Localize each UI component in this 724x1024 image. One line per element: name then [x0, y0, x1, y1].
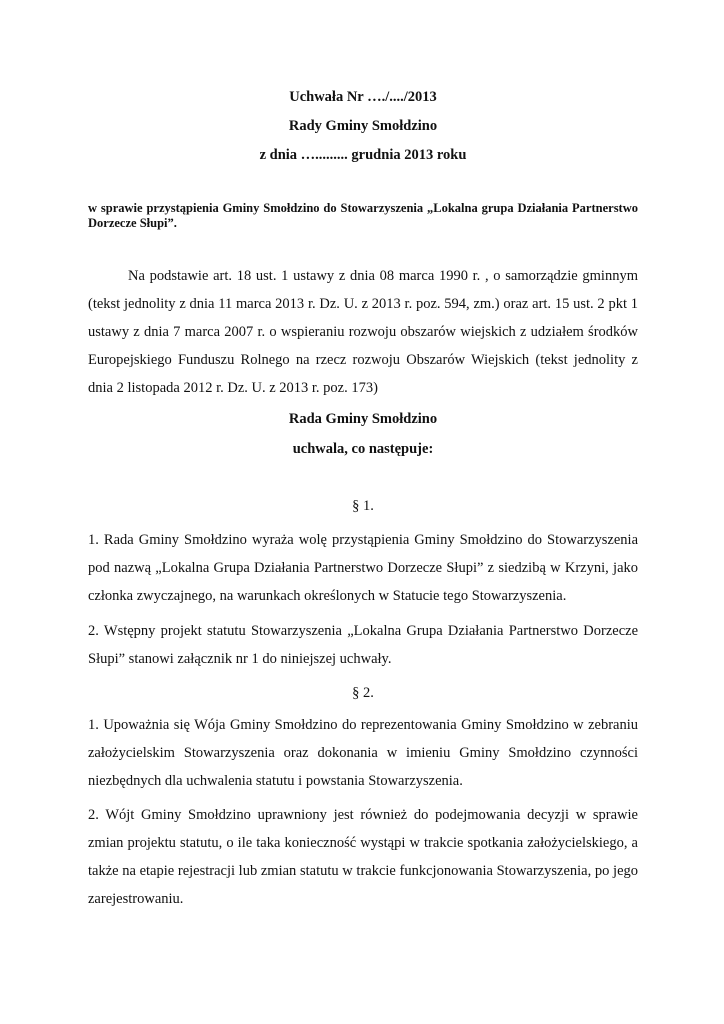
section-1-paragraph-2: 2. Wstępny projekt statutu Stowarzyszenia „Lokalna Grupa Działania Partnerstwo Dorzecze Słupi” stanowi załącznik nr 1 do niniejszej uchwały. — [88, 623, 638, 667]
resolution-subject: w sprawie przystąpienia Gminy Smołdzino do Stowarzyszenia „Lokalna grupa Działania Partnerstwo Dorzecze Słupi”. — [88, 201, 638, 230]
resolves-heading: uchwala, co następuje: — [292, 441, 434, 457]
section-2-mark: § 2. — [352, 685, 374, 701]
legal-basis-paragraph: Na podstawie art. 18 ust. 1 ustawy z dnia 08 marca 1990 r. , o samorządzie gminnym (tekst jednolity z dnia 11 marca 2013 r. Dz. U. z 2013 r. poz. 594, zm.) oraz art. 15 ust. 2 pkt 1 ustawy z dnia 7 marca 2007 r. o wspieraniu rozwoju obszarów wiejskich z udziałem środków Europejskiego Funduszu Rolnego na rzecz rozwoju Obszarów Wiejskich (tekst jednolity z dnia 2 listopada 2012 r. Dz. U. z 2013 r. poz. 173) — [88, 268, 638, 396]
section-1-paragraph-1: 1. Rada Gminy Smołdzino wyraża wolę przystąpienia Gminy Smołdzino do Stowarzyszenia pod nazwą „Lokalna Grupa Działania Partnerstwo Dorzecze Słupi” z siedzibą w Krzyni, jako członka zwyczajnego, na warunkach określonych w Statucie tego Stowarzyszenia. — [88, 532, 638, 604]
section-2-paragraph-1: 1. Upoważnia się Wója Gminy Smołdzino do reprezentowania Gminy Smołdzino w zebraniu założycielskim Stowarzyszenia oraz dokonania w imieniu Gminy Smołdzino czynności niezbędnych dla uchwalenia statutu i powstania Stowarzyszenia. — [88, 717, 638, 789]
council-name: Rady Gminy Smołdzino — [288, 118, 438, 134]
council-heading: Rada Gminy Smołdzino — [288, 411, 438, 427]
section-1-mark: § 1. — [352, 498, 374, 514]
resolution-date: z dnia …......... grudnia 2013 roku — [259, 147, 467, 163]
resolution-number: Uchwała Nr …./..../2013 — [289, 89, 437, 105]
section-2-paragraph-2: 2. Wójt Gminy Smołdzino uprawniony jest również do podejmowania decyzji w sprawie zmian projektu statutu, o ile taka konieczność wystąpi w trakcie spotkania założycielskiego, a także na etapie rejestracji lub zmian statutu w trakcie funkcjonowania Stowarzyszenia, po jego zarejestrowaniu. — [88, 807, 638, 907]
